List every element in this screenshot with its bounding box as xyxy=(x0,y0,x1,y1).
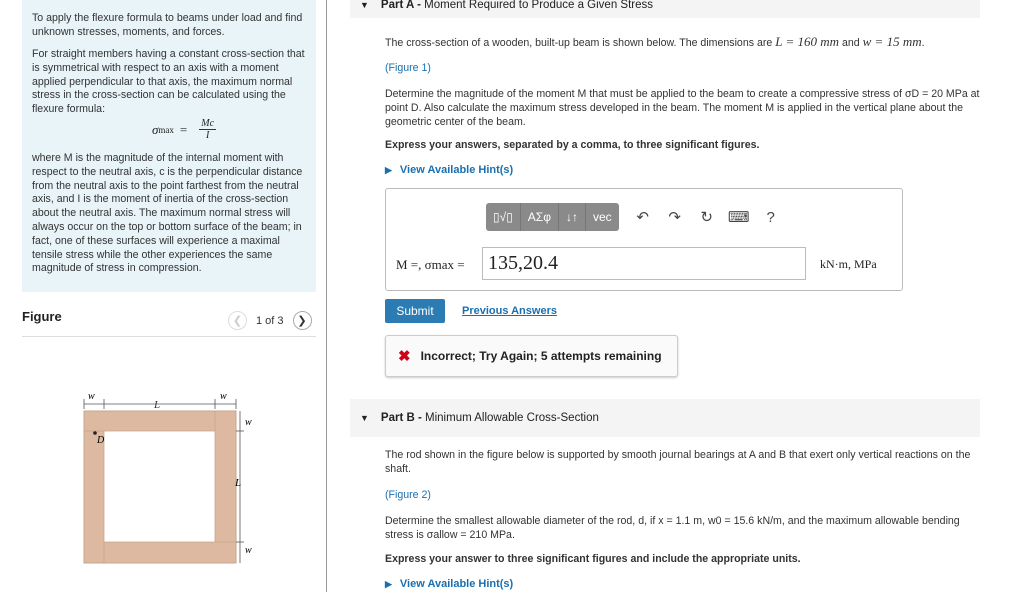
keyboard-icon[interactable]: ⌨ xyxy=(727,209,750,226)
collapse-caret-icon: ▼ xyxy=(360,0,369,10)
part-b-text-2: Determine the smallest allowable diameter of the rod, d, if x = 1.1 m, w0 = 15.6 kN/m, and the maximum allowable bending stress is σallow = 210 MPa. xyxy=(385,515,960,541)
formula-numerator: Mc xyxy=(201,118,215,129)
part-b-hint-label: View Available Hint(s) xyxy=(399,578,514,590)
panel-divider xyxy=(326,0,327,592)
help-icon[interactable]: ? xyxy=(766,208,775,226)
dim-w-left: w xyxy=(88,391,95,402)
arrows-button[interactable]: ↓↑ xyxy=(559,203,586,231)
dim-L-side: L xyxy=(235,477,242,489)
part-b-hint-link[interactable] xyxy=(385,578,513,590)
part-a-title: Moment Required to Produce a Given Stress xyxy=(424,0,654,11)
reset-icon[interactable]: ↻ xyxy=(700,209,713,226)
part-b-text-1: The rod shown in the figure below is supported by smooth journal bearings at A and B that exert only vertical reactions on the shaft. xyxy=(385,449,971,475)
greek-button[interactable]: ΑΣφ xyxy=(521,203,559,231)
figure-divider xyxy=(22,336,316,337)
dim-L-top: L xyxy=(154,399,161,411)
figure-title: Figure xyxy=(22,309,62,324)
formula-denominator: I xyxy=(205,130,210,141)
goal-paragraph-2: For straight members having a constant cross-section that is symmetrical with respect to an axis with a moment applied perpendicular to that axis, the maximum normal stress in the cross-section can be calculated using the flexure formula: xyxy=(32,48,305,116)
incorrect-x-icon: ✖ xyxy=(398,348,411,365)
part-a-text-1a: The cross-section of a wooden, built-up beam is shown below. The dimensions are xyxy=(385,37,773,49)
feedback-text: Incorrect; Try Again; 5 attempts remaining xyxy=(420,349,662,363)
figure-1-link[interactable]: (Figure 1) xyxy=(385,62,431,74)
dimension-L: L = 160 mm xyxy=(775,34,840,49)
prev-figure-button[interactable]: ❮ xyxy=(228,311,247,330)
next-figure-button[interactable]: ❯ xyxy=(293,311,312,330)
hint-caret-icon: ▶ xyxy=(385,164,392,175)
formula-sub: max xyxy=(158,124,174,135)
learning-goal-panel xyxy=(0,0,330,592)
learning-goal-box xyxy=(22,0,316,292)
goal-paragraph-1: To apply the flexure formula to beams under load and find unknown stresses, moments, and forces. xyxy=(32,12,303,38)
submit-button[interactable]: Submit xyxy=(385,299,445,323)
beam-hollow xyxy=(104,431,215,542)
answer-units: kN·m, MPa xyxy=(820,257,877,271)
answer-label: M =, σmax = xyxy=(396,257,465,272)
dim-w-side-top: w xyxy=(245,417,252,428)
part-b-header[interactable] xyxy=(350,399,980,437)
part-a-and: and xyxy=(841,37,860,49)
part-b-instruction: Express your answer to three significant figures and include the appropriate units. xyxy=(385,553,801,565)
figure-2-link[interactable]: (Figure 2) xyxy=(385,489,431,501)
part-a-text-1: The cross-section of a wooden, built-up beam is shown below. The dimensions are L = 160 mm and w = 15 mm. xyxy=(385,34,925,49)
figure-pager xyxy=(228,311,312,330)
dim-w-side-bottom: w xyxy=(245,545,252,556)
goal-paragraph-3: where M is the magnitude of the internal moment with respect to the neutral axis, c is the perpendicular distance from the neutral axis to the point farthest from the neutral axis, and I is the moment of inertia of the cross-section about the neutral axis. The maximum normal stress will always occur on the top or bottom surface of the beam; in fact, one of these surfaces will experience a maximal tensile stress while the other experiences the same magnitude of stress in compression. xyxy=(32,152,303,275)
part-b-section xyxy=(340,0,1024,592)
part-b-label-bold: Part B - xyxy=(380,412,422,424)
templates-button[interactable]: ▯√▯ xyxy=(486,203,521,231)
previous-answers-link[interactable]: Previous Answers xyxy=(462,305,557,317)
collapse-caret-icon: ▼ xyxy=(360,413,369,423)
hint-caret-icon: ▶ xyxy=(385,578,392,589)
redo-icon[interactable]: ↷ xyxy=(668,209,681,226)
flexure-formula: σ max = $\frac{Mc}{I}$ xyxy=(152,118,215,141)
part-a-instruction: Express your answers, separated by a comma, to three significant figures. xyxy=(385,139,760,151)
part-a-text-2: Determine the magnitude of the moment M that must be applied to the beam to create a compressive stress of σD = 20 MPa at point D. Also calculate the maximum stress developed in the beam. The moment M is applied in the vertical plane about the geometric center of the beam. xyxy=(385,88,980,128)
dim-w-right: w xyxy=(220,391,227,402)
undo-icon[interactable]: ↶ xyxy=(636,209,649,226)
figure-pager-label: 1 of 3 xyxy=(256,314,284,327)
part-a-hint-label: View Available Hint(s) xyxy=(399,164,514,176)
answer-input[interactable]: 135,20.4 xyxy=(482,247,806,280)
formula-fraction xyxy=(199,118,216,141)
part-a-label-bold: Part A - xyxy=(380,0,421,11)
point-D-label: D xyxy=(97,435,105,446)
formula-sigma: σ xyxy=(152,121,159,137)
part-b-title: Minimum Allowable Cross-Section xyxy=(425,412,599,424)
dimension-w: w = 15 mm xyxy=(862,34,922,49)
beam-cross-section-figure xyxy=(70,385,270,565)
vec-button[interactable]: vec xyxy=(593,210,612,224)
